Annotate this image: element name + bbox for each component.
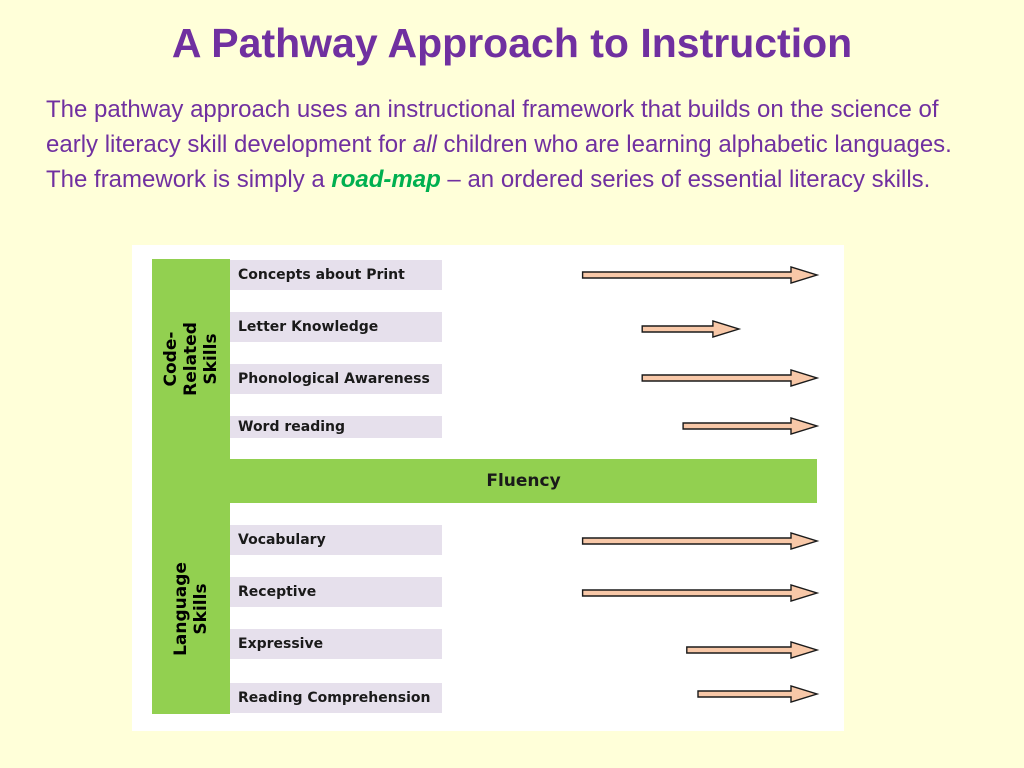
- arrow-letter-knowledge: [642, 321, 739, 337]
- group-label-code-related: Code-Related Skills: [161, 322, 221, 396]
- arrow-concepts-about-print: [583, 267, 817, 283]
- intro-road-map: road-map: [331, 166, 441, 193]
- intro-text-3: – an ordered series of essential literacy skills.: [440, 166, 931, 193]
- intro-emphasis-all: all: [412, 131, 437, 158]
- arrow-expressive: [687, 642, 817, 658]
- skill-letter-knowledge: Letter Knowledge: [230, 312, 442, 342]
- skill-receptive: Receptive: [230, 577, 442, 607]
- skill-reading-comprehension: Reading Comprehension: [230, 683, 442, 713]
- arrow-reading-comprehension: [698, 686, 817, 702]
- intro-text-2: children who are learning alphabetic languages. The framework is simply a: [46, 131, 952, 193]
- skill-expressive: Expressive: [230, 629, 442, 659]
- slide-title: A Pathway Approach to Instruction: [171, 20, 853, 66]
- arrow-vocabulary: [583, 533, 817, 549]
- arrow-phonological-awareness: [642, 370, 817, 386]
- intro-text-1: The pathway approach uses an instructional framework that builds on the science of early literacy skill development for: [46, 96, 939, 158]
- group-label-language: Language Skills: [171, 561, 212, 656]
- arrow-receptive: [583, 585, 817, 601]
- skill-concepts-about-print: Concepts about Print: [230, 260, 442, 290]
- arrow-word-reading: [683, 418, 817, 434]
- skill-phonological-awareness: Phonological Awareness: [230, 364, 442, 394]
- fluency-bar: Fluency: [230, 459, 817, 503]
- skill-vocabulary: Vocabulary: [230, 525, 442, 555]
- skill-word-reading: Word reading: [230, 416, 442, 438]
